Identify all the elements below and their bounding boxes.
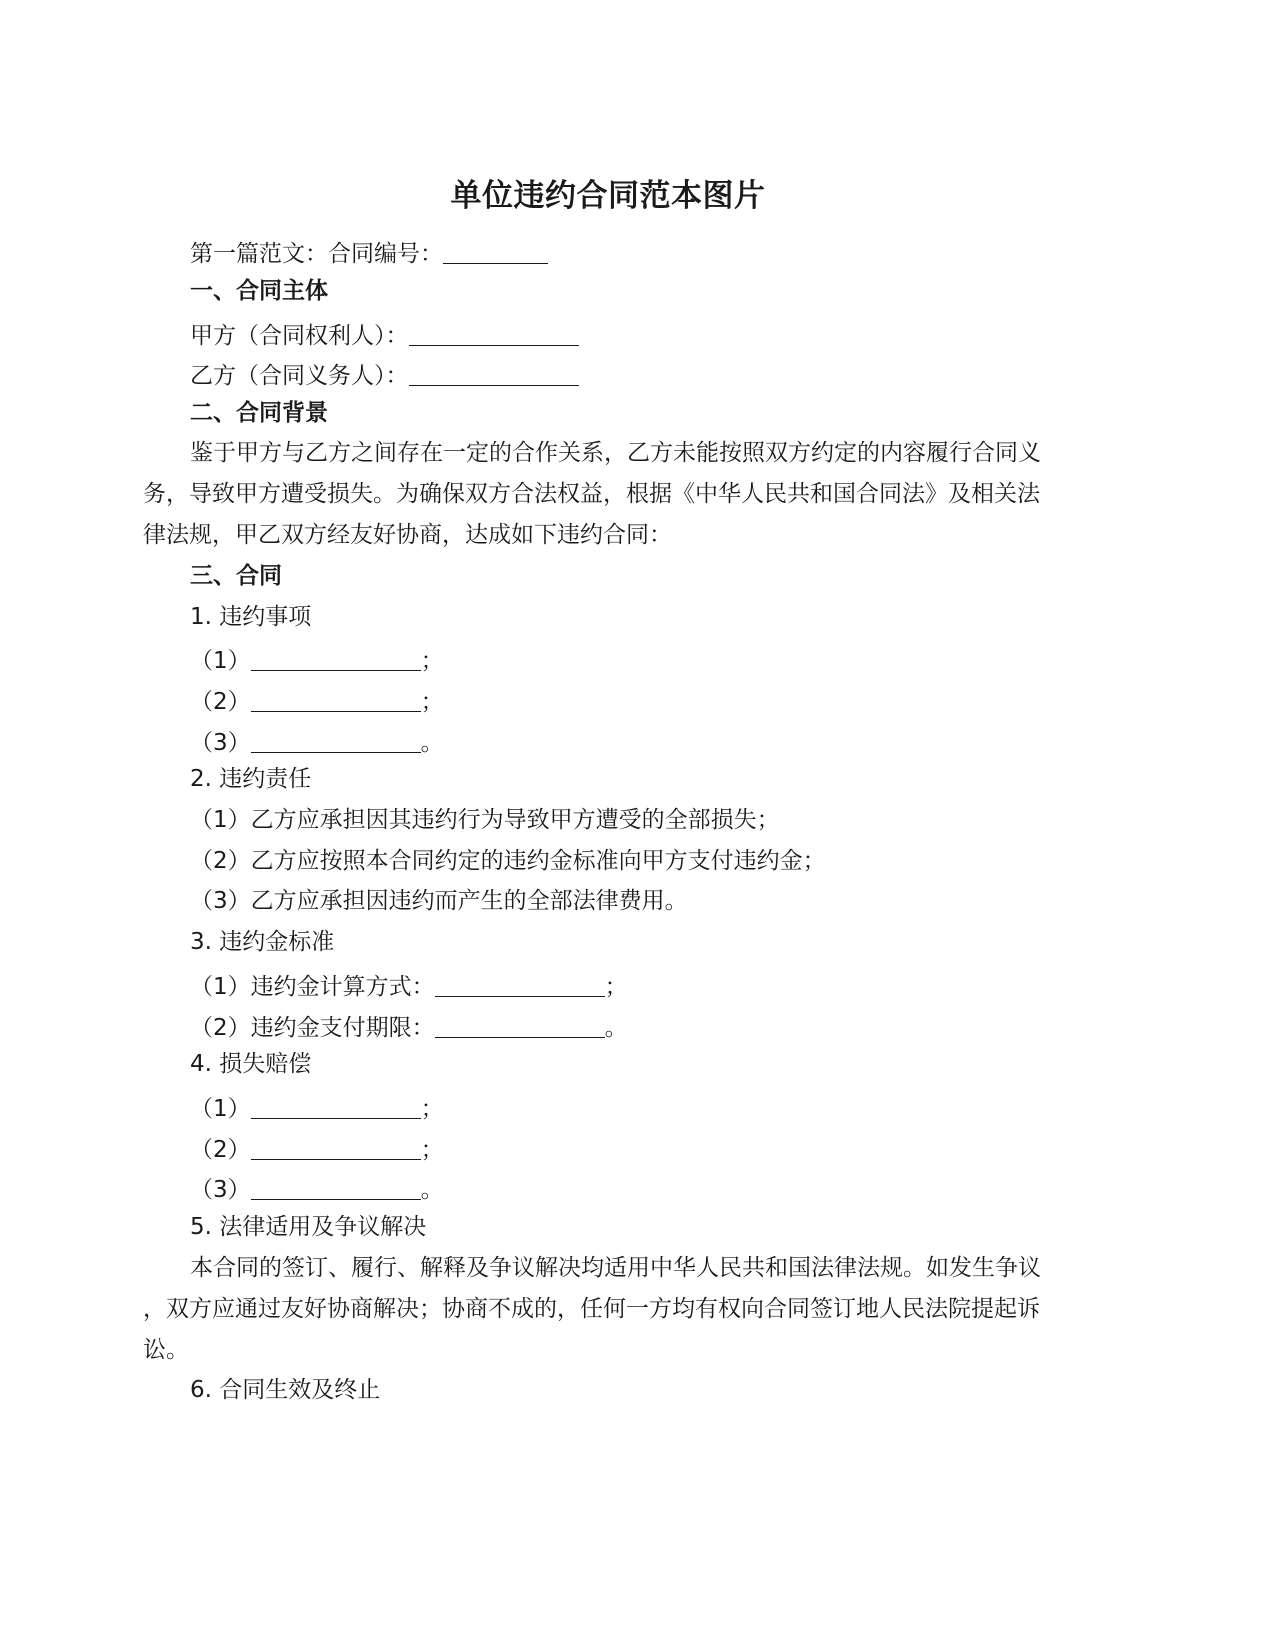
penalty-calc-label: （1）违约金计算方式： [190,974,435,1000]
compensation-item [190,1085,444,1129]
item-number: （2） [190,689,251,715]
background-paragraph [143,433,1073,556]
item-end-punct: ； [604,974,628,1000]
effect-termination-heading: 6. 合同生效及终止 [190,1377,381,1403]
contract-number-line [190,230,548,274]
penalty-standard-heading: 3. 违约金标准 [190,929,335,955]
item-number: （2） [190,1137,251,1163]
breach-item [190,678,444,722]
item-number: （3） [190,730,251,756]
penalty-calc-blank [435,966,605,997]
breach-item-blank [251,640,421,671]
document-title: 单位违约合同范本图片 [450,178,766,214]
contract-number-label: 第一篇范文：合同编号： [190,241,443,267]
liability-item: （3）乙方应承担因违约而产生的全部法律费用。 [190,888,688,914]
penalty-calc-line [190,963,628,1007]
penalty-deadline-label: （2）违约金支付期限： [190,1015,435,1041]
item-end-punct: ； [420,689,444,715]
party-b-line [190,352,579,396]
item-end-punct: ； [420,648,444,674]
compensation-item [190,1166,444,1210]
breach-item [190,637,444,681]
item-number: （1） [190,648,251,674]
dispute-resolution-paragraph [143,1248,1073,1371]
item-end-punct: ； [420,1096,444,1122]
party-a-label: 甲方（合同权利人）： [190,323,409,349]
dispute-resolution-heading: 5. 法律适用及争议解决 [190,1214,427,1240]
breach-item-blank [251,722,421,753]
liability-item: （2）乙方应按照本合同约定的违约金标准向甲方支付违约金； [190,848,826,874]
section-heading-contract: 三、合同 [190,563,282,589]
item-number: （1） [190,1096,251,1122]
breach-item-blank [251,681,421,712]
dispute-line: 本合同的签订、履行、解释及争议解决均适用中华人民共和国法律法规。如发生争议 [190,1255,1041,1281]
section-heading-parties: 一、合同主体 [190,278,328,304]
liability-item: （1）乙方应承担因其违约行为导致甲方遭受的全部损失； [190,807,780,833]
background-line: 律法规，甲乙双方经友好协商，达成如下违约合同： [143,522,672,548]
compensation-item-blank [251,1129,421,1160]
party-b-label: 乙方（合同义务人）： [190,363,409,389]
background-line: 鉴于甲方与乙方之间存在一定的合作关系，乙方未能按照双方约定的内容履行合同义 [190,440,1041,466]
breach-items-heading: 1. 违约事项 [190,604,312,630]
section-heading-background: 二、合同背景 [190,400,328,426]
item-end-punct: 。 [420,1177,444,1203]
item-end-punct: ； [420,1137,444,1163]
compensation-item [190,1126,444,1170]
dispute-line: ，双方应通过友好协商解决；协商不成的，任何一方均有权向合同签订地人民法院提起诉 [143,1296,1040,1322]
item-end-punct: 。 [604,1015,628,1041]
party-a-line [190,312,579,356]
contract-number-blank [443,233,548,264]
compensation-heading: 4. 损失赔偿 [190,1051,312,1077]
penalty-deadline-blank [435,1007,605,1038]
compensation-item-blank [251,1088,421,1119]
background-line: 务，导致甲方遭受损失。为确保双方合法权益，根据《中华人民共和国合同法》及相关法 [143,481,1040,507]
compensation-item-blank [251,1169,421,1200]
liability-heading: 2. 违约责任 [190,766,312,792]
party-a-blank [409,315,579,346]
dispute-line: 讼。 [143,1337,189,1363]
item-number: （3） [190,1177,251,1203]
item-end-punct: 。 [420,730,444,756]
penalty-deadline-line [190,1004,628,1048]
breach-item [190,719,444,763]
party-b-blank [409,355,579,386]
